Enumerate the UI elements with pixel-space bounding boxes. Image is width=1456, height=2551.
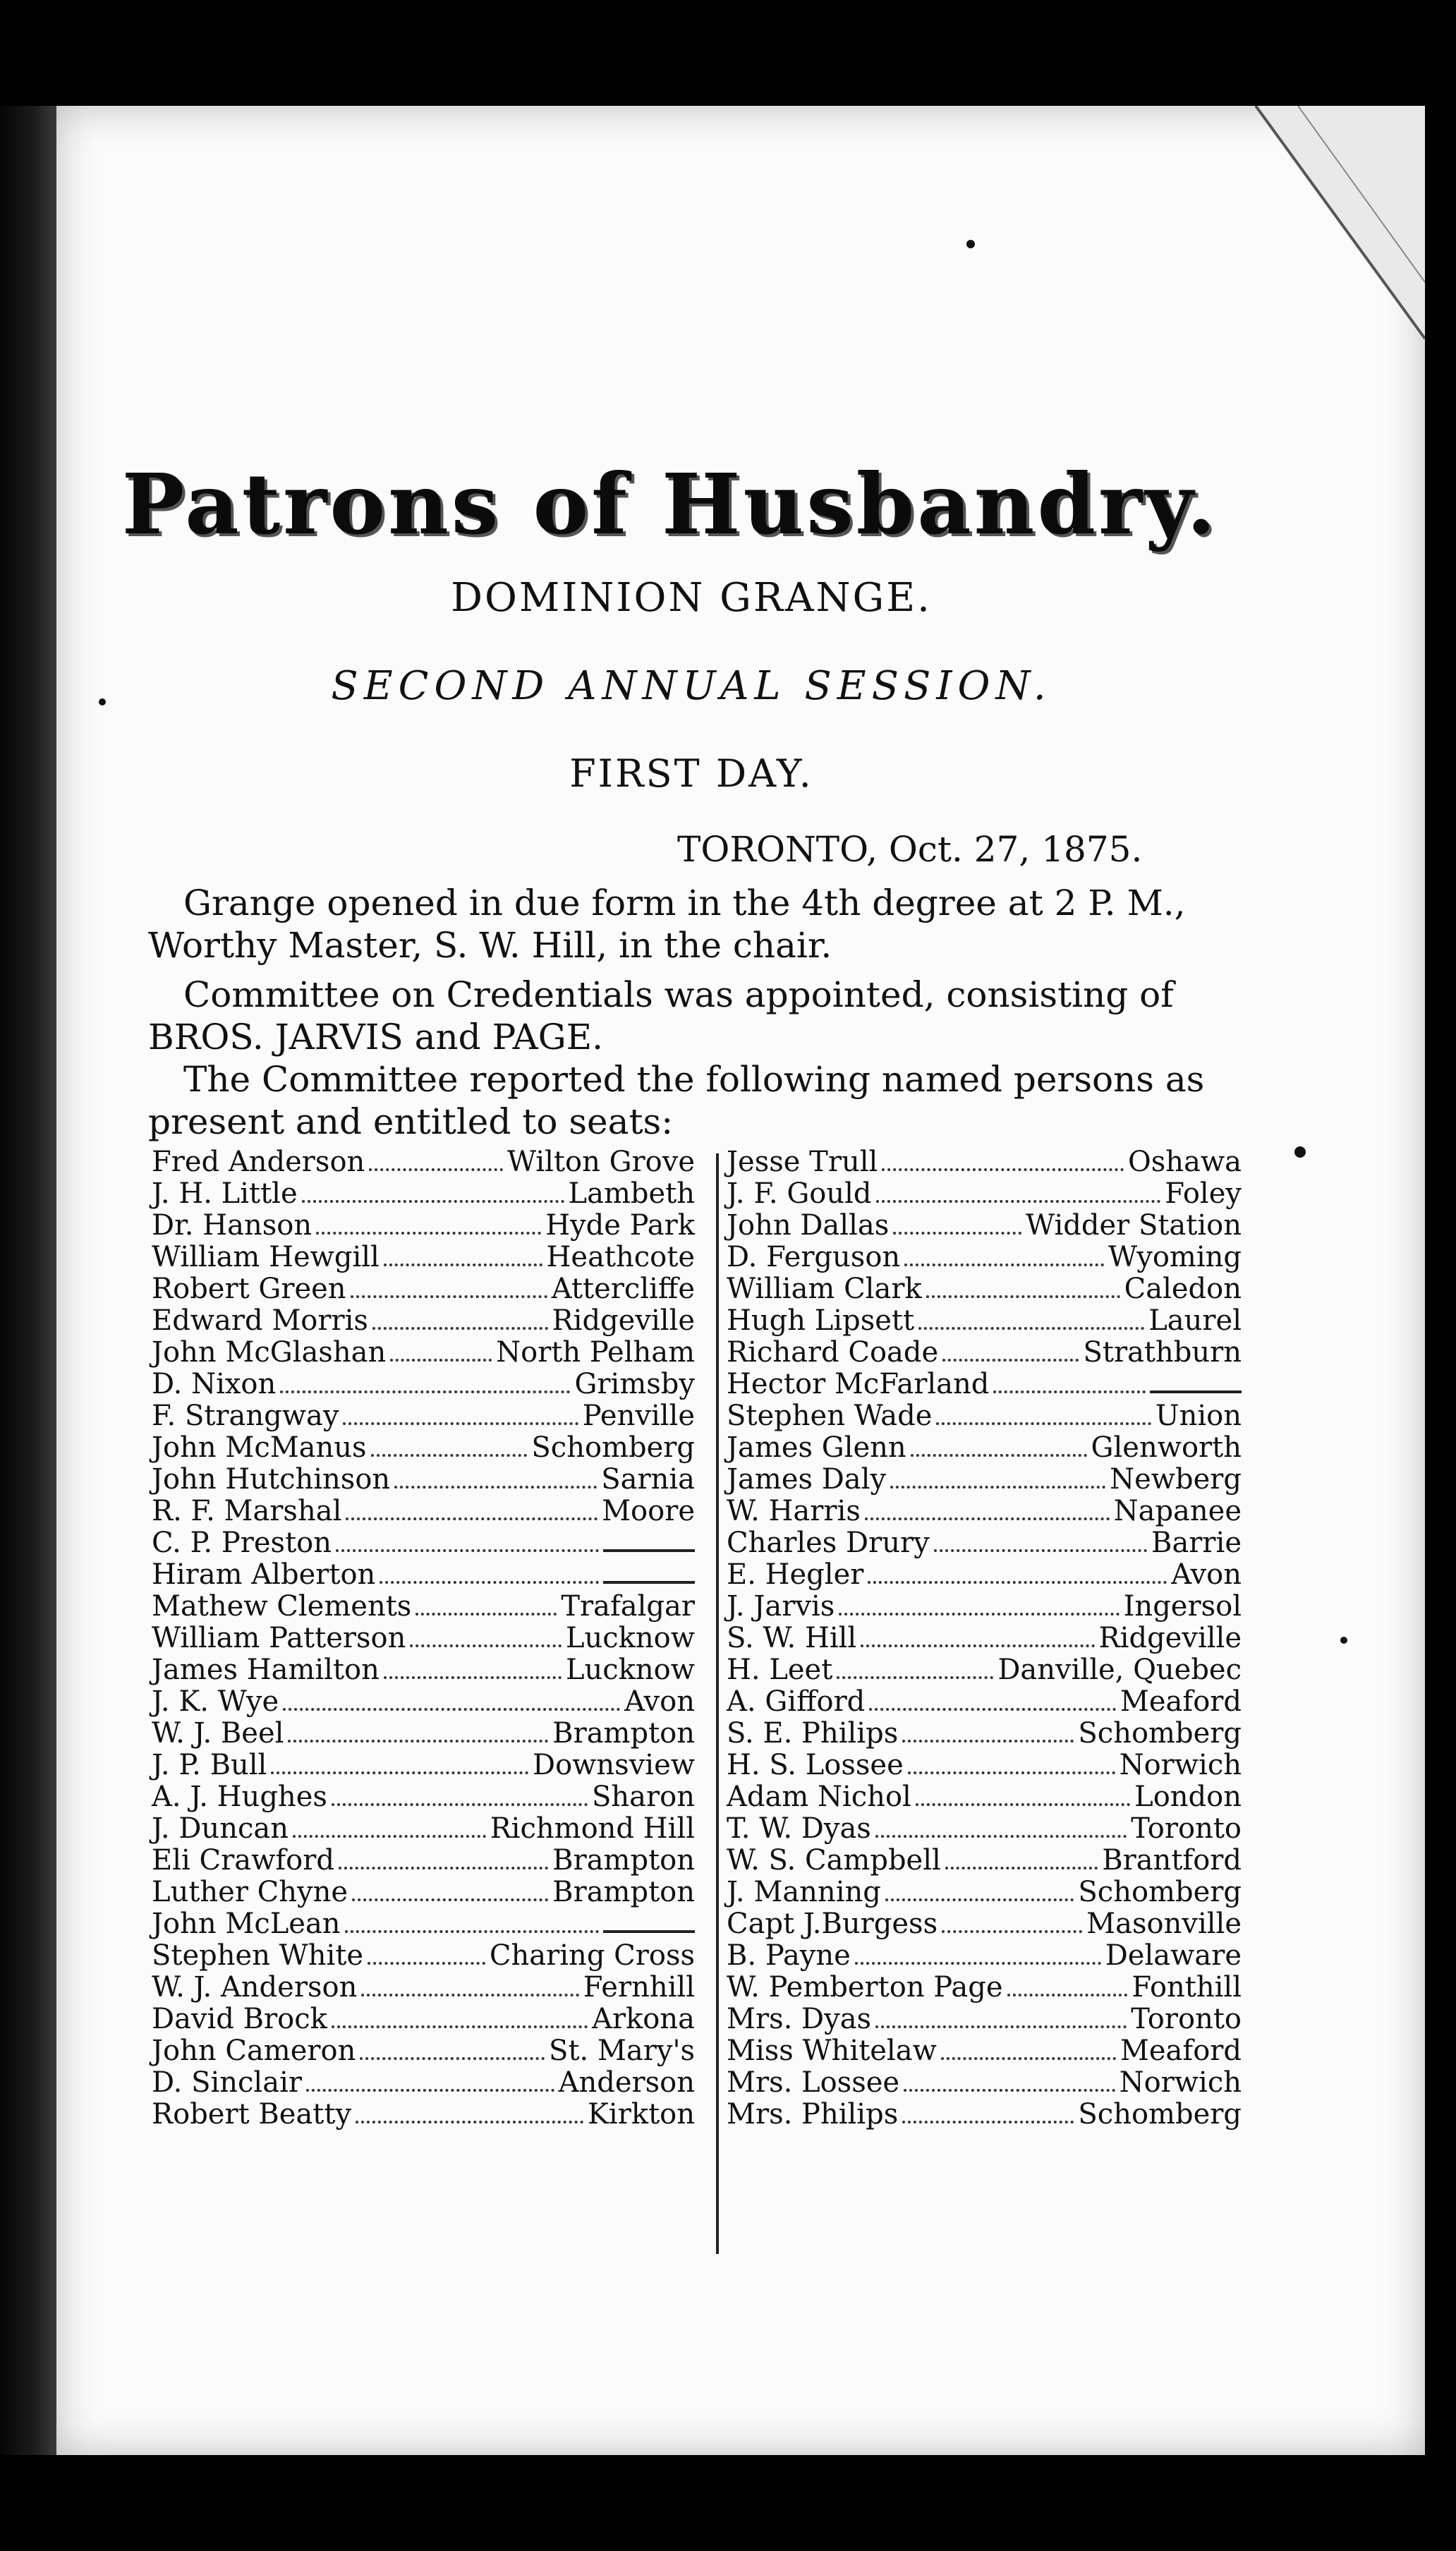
member-name: A. J. Hughes <box>152 1781 327 1813</box>
roster-entry <box>152 1845 695 1877</box>
roster-entry <box>677 1527 1242 1559</box>
paragraph-text: Committee on Credentials was appointed, consisting of BROS. JARVIS and PAGE. <box>148 974 1174 1058</box>
member-name: Dr. Hanson <box>152 1209 313 1242</box>
dot-leader <box>902 2121 1074 2123</box>
member-place: Schomberg <box>1078 2098 1242 2131</box>
dot-leader <box>942 1359 1079 1362</box>
member-name: W. Pemberton Page <box>727 1971 1003 2004</box>
dot-leader <box>384 1264 542 1266</box>
member-place: Kirkton <box>588 2098 695 2131</box>
roster-entry <box>152 1464 695 1496</box>
member-place: Foley <box>1165 1177 1242 1210</box>
dot-leader <box>908 1771 1115 1774</box>
member-name: Robert Green <box>152 1273 346 1305</box>
roster-entry <box>677 1686 1242 1718</box>
dot-leader <box>918 1327 1144 1330</box>
roster-entry <box>677 1146 1242 1178</box>
page-corner-fold <box>1213 106 1425 459</box>
roster-entry <box>152 1654 695 1686</box>
roster-entry <box>152 1908 695 1940</box>
dot-leader <box>861 1644 1094 1647</box>
member-place: Lucknow <box>565 1622 695 1654</box>
member-place: Toronto <box>1131 1812 1242 1845</box>
member-name: William Hewgill <box>152 1241 380 1273</box>
member-name: John McLean <box>152 1908 341 1940</box>
member-place: Sarnia <box>601 1463 695 1496</box>
member-name: J. Jarvis <box>727 1590 835 1623</box>
member-place: Strathburn <box>1083 1336 1242 1369</box>
member-name: Hector McFarland <box>727 1368 990 1400</box>
member-place: Wilton Grove <box>506 1146 695 1178</box>
member-name: Mrs. Dyas <box>727 2003 872 2035</box>
dot-leader <box>380 1581 599 1584</box>
member-place: Penville <box>582 1400 695 1432</box>
document-title: Patrons of Husbandry. <box>121 455 1219 553</box>
member-place: Schomberg <box>1078 1717 1242 1750</box>
member-name: James Hamilton <box>152 1654 380 1686</box>
member-name: T. W. Dyas <box>727 1812 871 1845</box>
roster-entry <box>152 1305 695 1337</box>
roster-entry <box>152 1686 695 1718</box>
member-name: H. Leet <box>727 1654 833 1686</box>
dot-leader <box>332 2025 588 2028</box>
roster-entry <box>677 1750 1242 1781</box>
roster-entry <box>677 1496 1242 1527</box>
document-page <box>56 106 1425 2455</box>
member-place: Meaford <box>1120 1685 1242 1718</box>
member-name: D. Sinclair <box>152 2066 302 2099</box>
member-place: Brampton <box>552 1844 695 1877</box>
dot-leader <box>293 1835 486 1838</box>
member-place: Glenworth <box>1091 1431 1242 1464</box>
session-heading: SECOND ANNUAL SESSION. <box>331 663 1052 709</box>
member-name: James Glenn <box>727 1431 906 1464</box>
member-place: Lucknow <box>565 1654 695 1686</box>
member-name: Jesse Trull <box>727 1146 878 1178</box>
member-name: John McManus <box>152 1431 367 1464</box>
dot-leader <box>893 1232 1021 1235</box>
member-place: Norwich <box>1119 1749 1242 1781</box>
dot-leader <box>339 1867 548 1870</box>
roster-entry <box>677 1178 1242 1210</box>
roster-entry <box>677 1210 1242 1242</box>
roster-entry <box>677 1718 1242 1750</box>
member-place: Delaware <box>1105 1939 1242 1972</box>
dot-leader <box>875 1835 1127 1838</box>
roster-entry <box>677 1305 1242 1337</box>
document-subtitle: DOMINION GRANGE. <box>451 575 932 621</box>
member-name: William Clark <box>727 1273 922 1305</box>
member-name: Richard Coade <box>727 1336 939 1369</box>
member-name: H. S. Lossee <box>727 1749 904 1781</box>
member-name: C. P. Preston <box>152 1527 332 1559</box>
member-place: Attercliffe <box>551 1273 695 1305</box>
roster-entry <box>152 1242 695 1273</box>
paragraph-opening <box>148 882 1249 967</box>
member-place: Brampton <box>552 1717 695 1750</box>
member-name: Fred Anderson <box>152 1146 365 1178</box>
roster-entry <box>677 1464 1242 1496</box>
member-name: J. P. Bull <box>152 1749 267 1781</box>
roster-entry <box>677 1813 1242 1845</box>
member-name: Mrs. Philips <box>727 2098 899 2131</box>
dot-leader <box>361 1994 578 1996</box>
roster-entry <box>152 1527 695 1559</box>
roster-entry <box>152 1432 695 1464</box>
member-place: Downsview <box>533 1749 695 1781</box>
member-place: Oshawa <box>1127 1146 1242 1178</box>
dot-leader <box>941 2057 1116 2060</box>
roster-entry <box>677 1845 1242 1877</box>
dot-leader <box>904 1264 1104 1266</box>
roster-entry <box>677 1242 1242 1273</box>
dot-leader <box>356 2121 583 2123</box>
ink-speck <box>966 240 975 248</box>
dot-leader <box>876 1200 1161 1203</box>
roster-entry <box>677 1337 1242 1369</box>
member-place: Anderson <box>558 2066 695 2099</box>
member-place: Union <box>1155 1400 1242 1432</box>
member-place: Avon <box>1171 1558 1242 1591</box>
member-place: Avon <box>624 1685 695 1718</box>
roster-entry <box>677 2035 1242 2067</box>
member-place: Masonville <box>1086 1908 1242 1940</box>
dot-leader <box>911 1454 1087 1457</box>
ink-speck <box>1340 1637 1347 1644</box>
member-name: F. Strangway <box>152 1400 339 1432</box>
dot-leader <box>306 2089 554 2092</box>
dot-leader <box>882 1168 1124 1171</box>
member-name: Mathew Clements <box>152 1590 412 1623</box>
roster-entry <box>152 1496 695 1527</box>
member-place: Charing Cross <box>489 1939 695 1972</box>
dot-leader <box>415 1613 557 1616</box>
member-place: Schomberg <box>531 1431 695 1464</box>
member-place: Fernhill <box>583 1971 695 2004</box>
dot-leader <box>283 1708 620 1711</box>
dot-leader <box>855 1962 1101 1965</box>
dot-leader <box>345 1930 599 1933</box>
member-place: Ingersol <box>1123 1590 1242 1623</box>
member-place: Newberg <box>1110 1463 1242 1496</box>
roster-entry <box>677 1908 1242 1940</box>
member-name: D. Nixon <box>152 1368 277 1400</box>
member-name: John Cameron <box>152 2035 356 2067</box>
dot-leader <box>390 1359 492 1362</box>
member-name: W. S. Campbell <box>727 1844 941 1877</box>
dot-leader <box>360 2057 545 2060</box>
member-place: Danville, Quebec <box>997 1654 1242 1686</box>
dot-leader <box>351 1295 547 1298</box>
member-name: J. F. Gould <box>727 1177 872 1210</box>
member-name: A. Gifford <box>727 1685 866 1718</box>
ink-speck <box>99 698 106 705</box>
roster-entry <box>152 1146 695 1178</box>
member-name: Miss Whitelaw <box>727 2035 937 2067</box>
roster-entry <box>152 1210 695 1242</box>
dot-leader <box>934 1549 1147 1552</box>
member-place: Ridgeville <box>552 1304 695 1337</box>
member-name: Hugh Lipsett <box>727 1304 915 1337</box>
member-name: John McGlashan <box>152 1336 387 1369</box>
dot-leader <box>936 1422 1151 1425</box>
roster-entry <box>152 1591 695 1623</box>
dot-leader <box>942 1930 1082 1933</box>
member-place: St. Mary's <box>549 2035 695 2067</box>
dot-leader <box>865 1517 1110 1520</box>
paragraph-committee <box>148 974 1249 1058</box>
member-place: Brantford <box>1102 1844 1242 1877</box>
dot-leader <box>372 1327 548 1330</box>
roster-entry <box>152 1781 695 1813</box>
member-place: Wyoming <box>1108 1241 1242 1273</box>
roster-entry <box>152 1877 695 1908</box>
member-name: J. Manning <box>727 1876 881 1908</box>
roster-entry <box>152 1369 695 1400</box>
member-place: Arkona <box>592 2003 695 2035</box>
roster-entry <box>152 1178 695 1210</box>
dot-leader <box>1007 1994 1128 1996</box>
member-name: D. Ferguson <box>727 1241 901 1273</box>
member-place <box>1150 1390 1242 1393</box>
dot-leader <box>926 1295 1120 1298</box>
roster-entry <box>677 2099 1242 2131</box>
roster-entry <box>677 1972 1242 2004</box>
dot-leader <box>902 1740 1074 1743</box>
roster-entry <box>152 1400 695 1432</box>
dot-leader <box>945 1867 1098 1870</box>
member-name: William Patterson <box>152 1622 406 1654</box>
dot-leader <box>302 1200 564 1203</box>
dot-leader <box>280 1390 570 1393</box>
dateline: TORONTO, Oct. 27, 1875. <box>677 829 1143 870</box>
dot-leader <box>837 1676 993 1679</box>
member-name: Adam Nichol <box>727 1781 911 1813</box>
member-place: Widder Station <box>1026 1209 1242 1242</box>
dot-leader <box>904 2089 1115 2092</box>
roster-entry <box>152 1940 695 1972</box>
roster-entry <box>152 1813 695 1845</box>
roster-entry <box>677 1940 1242 1972</box>
book-spine-edge <box>0 106 56 2455</box>
member-place: Fonthill <box>1132 1971 1242 2004</box>
roster-entry <box>677 1369 1242 1400</box>
member-place: Grimsby <box>574 1368 695 1400</box>
member-place: Sharon <box>592 1781 695 1813</box>
member-place: Caledon <box>1124 1273 1242 1305</box>
member-place: Heathcote <box>546 1241 695 1273</box>
roster-entry <box>152 1337 695 1369</box>
roster-left-column <box>152 1146 695 2131</box>
member-place: London <box>1134 1781 1242 1813</box>
member-name: J. H. Little <box>152 1177 298 1210</box>
member-name: W. J. Beel <box>152 1717 284 1750</box>
member-place: Meaford <box>1120 2035 1242 2067</box>
roster-entry <box>152 2035 695 2067</box>
member-name: Stephen White <box>152 1939 364 1972</box>
dot-leader <box>869 1708 1116 1711</box>
paragraph-text: Grange opened in due form in the 4th degree at 2 P. M., Worthy Master, S. W. Hill, in the chair. <box>148 883 1186 966</box>
member-name: John Dallas <box>727 1209 890 1242</box>
member-name: Charles Drury <box>727 1527 930 1559</box>
dot-leader <box>316 1232 541 1235</box>
roster-entry <box>152 2004 695 2035</box>
member-name: S. E. Philips <box>727 1717 899 1750</box>
member-name: Edward Morris <box>152 1304 368 1337</box>
roster-entry <box>677 1591 1242 1623</box>
member-place: Moore <box>602 1495 695 1527</box>
dot-leader <box>369 1168 503 1171</box>
member-name: J. K. Wye <box>152 1685 279 1718</box>
roster-entry <box>152 1623 695 1654</box>
dot-leader <box>885 1898 1074 1901</box>
member-place: Schomberg <box>1078 1876 1242 1908</box>
member-name: B. Payne <box>727 1939 851 1972</box>
dot-leader <box>288 1740 548 1743</box>
roster-entry <box>152 1972 695 2004</box>
member-name: John Hutchinson <box>152 1463 391 1496</box>
dot-leader <box>271 1771 528 1774</box>
dot-leader <box>839 1613 1119 1616</box>
member-name: Stephen Wade <box>727 1400 933 1432</box>
dot-leader <box>384 1676 562 1679</box>
dot-leader <box>332 1803 588 1806</box>
member-name: David Brock <box>152 2003 327 2035</box>
roster-entry <box>677 1781 1242 1813</box>
member-place: North Pelham <box>496 1336 695 1369</box>
dot-leader <box>368 1962 485 1965</box>
roster-entry <box>677 2004 1242 2035</box>
member-name: Hiram Alberton <box>152 1558 376 1591</box>
member-place: Napanee <box>1113 1495 1242 1527</box>
member-name: Luther Chyne <box>152 1876 348 1908</box>
top-black-border <box>0 0 1456 106</box>
dot-leader <box>371 1454 528 1457</box>
dot-leader <box>868 1581 1167 1584</box>
dot-leader <box>916 1803 1130 1806</box>
member-place: Brampton <box>552 1876 695 1908</box>
dot-leader <box>394 1486 597 1489</box>
roster-entry <box>152 1273 695 1305</box>
bottom-black-border <box>0 2455 1456 2551</box>
dot-leader <box>410 1644 562 1647</box>
roster-entry <box>677 1432 1242 1464</box>
member-place: Laurel <box>1148 1304 1242 1337</box>
roster-right-column <box>677 1146 1242 2131</box>
roster-entry <box>677 1654 1242 1686</box>
roster-entry <box>677 1273 1242 1305</box>
dot-leader <box>352 1898 548 1901</box>
member-place: Trafalgar <box>561 1590 695 1623</box>
member-name: W. J. Anderson <box>152 1971 358 2004</box>
member-name: S. W. Hill <box>727 1622 857 1654</box>
day-heading: FIRST DAY. <box>569 751 813 796</box>
dot-leader <box>343 1422 578 1425</box>
member-name: R. F. Marshal <box>152 1495 342 1527</box>
member-place: Hyde Park <box>545 1209 695 1242</box>
ink-speck <box>1294 1146 1306 1158</box>
member-name: Eli Crawford <box>152 1844 334 1877</box>
member-name: Robert Beatty <box>152 2098 352 2131</box>
roster-entry <box>152 2099 695 2131</box>
paragraph-text: The Committee reported the following named persons as present and entitled to seats: <box>148 1059 1205 1142</box>
roster-entry <box>152 1559 695 1591</box>
dot-leader <box>890 1486 1105 1489</box>
member-name: Mrs. Lossee <box>727 2066 900 2099</box>
roster-entry <box>677 1623 1242 1654</box>
dot-leader <box>875 2025 1127 2028</box>
member-place: Barrie <box>1151 1527 1242 1559</box>
dot-leader <box>346 1517 597 1520</box>
member-name: James Daly <box>727 1463 887 1496</box>
roster-entry <box>677 1400 1242 1432</box>
member-place: Richmond Hill <box>490 1812 695 1845</box>
member-place: Lambeth <box>568 1177 695 1210</box>
member-place: Toronto <box>1131 2003 1242 2035</box>
roster-entry <box>152 1718 695 1750</box>
dot-leader <box>993 1390 1146 1393</box>
member-name: E. Hegler <box>727 1558 864 1591</box>
roster-entry <box>152 1750 695 1781</box>
roster-entry <box>677 1877 1242 1908</box>
roster-entry <box>677 2067 1242 2099</box>
paragraph-report <box>148 1058 1249 1143</box>
roster-entry <box>152 2067 695 2099</box>
member-name: J. Duncan <box>152 1812 289 1845</box>
member-place: Ridgeville <box>1098 1622 1242 1654</box>
member-name: W. Harris <box>727 1495 861 1527</box>
member-name: Capt J.Burgess <box>727 1908 938 1940</box>
roster-entry <box>677 1559 1242 1591</box>
member-place: Norwich <box>1119 2066 1242 2099</box>
dot-leader <box>336 1549 599 1552</box>
